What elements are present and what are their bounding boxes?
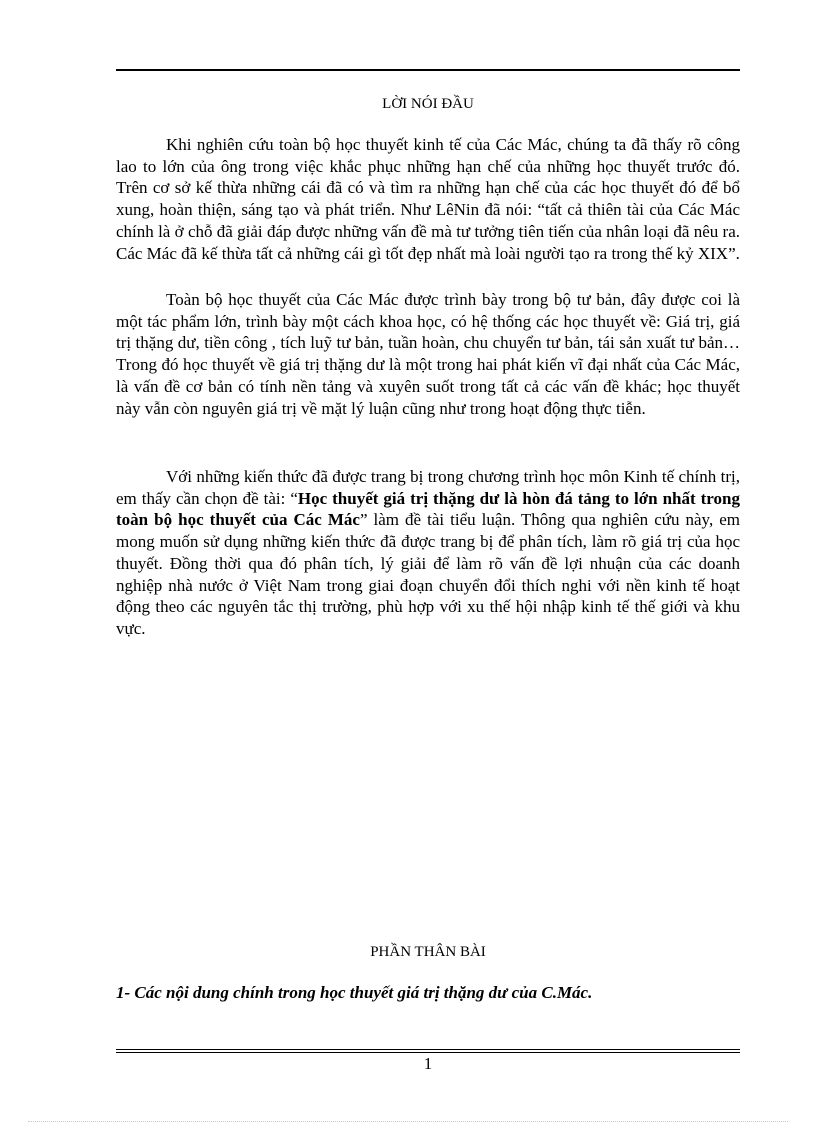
intro-paragraph-2: Toàn bộ học thuyết của Các Mác được trình bày trong bộ tư bản, đây được coi là một tác phẩm lớn, trình bày một cách khoa học, có hệ thống các học thuyết về: Giá trị, giá trị thặng dư, tiền công , tích luỹ tư bản, tuần hoàn, chu chuyển tư bản, tái sản xuất tư bản…Trong đó học thuyết về giá trị thặng dư là một trong hai phát kiến vĩ đại nhất của Các Mác, là vấn đề cơ bản có tính nền tảng và xuyên suốt trong tất cả các vấn đề khác; học thuyết này vẫn còn nguyên giá trị về mặt lý luận cũng như trong hoạt động thực tiễn. (116, 290, 740, 418)
intro-paragraph-3 (116, 466, 740, 640)
intro-paragraph-1: Khi nghiên cứu toàn bộ học thuyết kinh tế của Các Mác, chúng ta đã thấy rõ công lao to lớn của ông trong việc khắc phục những hạn chế của những học thuyết trước đó. Trên cơ sở kế thừa những cái đã có và tìm ra những hạn chế của các học thuyết đó để bổ xung, hoàn thiện, sáng tạo và phát triển. Như LêNin đã nói: “tất cả thiên tài của Các Mác chính là ở chỗ đã giải đáp được những vấn đề mà tư tưởng tiên tiến của nhân loại đã nêu ra. Các Mác đã kế thừa tất cả những cái gì tốt đẹp nhất mà loài người tạo ra trong thế kỷ XIX”. (116, 135, 740, 263)
thesis-title: Học thuyết giá trị thặng dư là hòn đá tảng to lớn nhất trong toàn bộ học thuyết của Các Mác (116, 488, 740, 530)
footer-rule-bottom (116, 1052, 740, 1053)
section-1-title: 1- Các nội dung chính trong học thuyết giá trị thặng dư của C.Mác. (116, 983, 593, 1002)
footer-rule-top (116, 1049, 740, 1050)
body-heading: PHẦN THÂN BÀI (370, 944, 486, 960)
paragraph-3-text-end: ” làm đề tài tiểu luận. Thông qua nghiên cứu này, em mong muốn sử dụng những kiến thức đã được trang bị để phân tích, làm rõ giá trị của học thuyết. Đồng thời qua đó phân tích, lý giải để làm rõ vấn đề lợi nhuận của các doanh nghiệp nhà nước ở Việt Nam trong giai đoạn chuyển đổi thích nghi với nền kinh tế hoạt động theo các nguyên tắc thị trường, phù hợp với xu thế hội nhập kinh tế thế giới và khu vực. (116, 510, 740, 638)
page-edge (28, 1121, 788, 1122)
header-rule (116, 69, 740, 71)
paragraph-3-text-start: Với những kiến thức đã được trang bị trong chương trình học môn Kinh tế chính trị, em thấy cần chọn đề tài: “ (116, 467, 740, 508)
intro-heading: LỜI NÓI ĐẦU (382, 96, 474, 112)
page-number: 1 (423, 1054, 433, 1073)
